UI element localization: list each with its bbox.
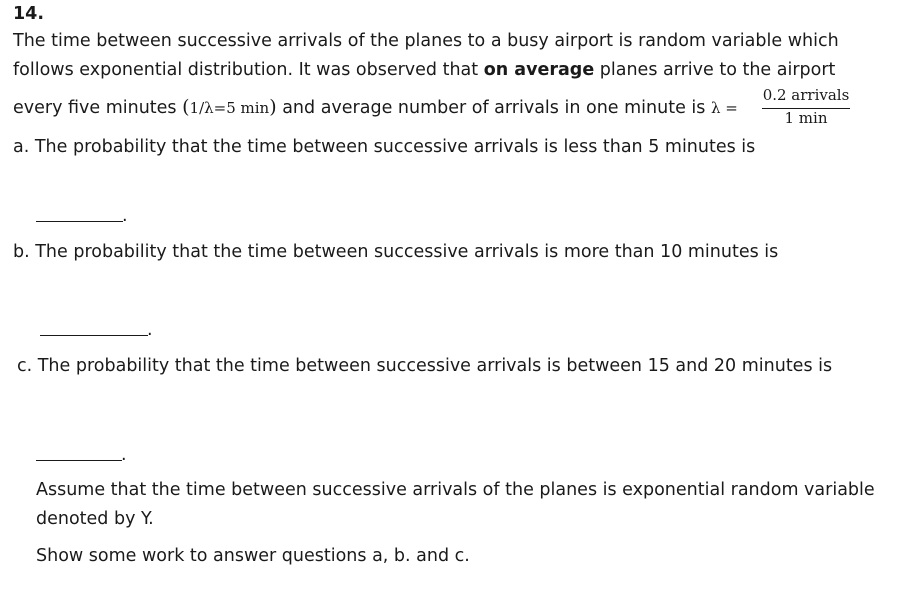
intro-line-3-mid: and average number of arrivals in one minute is <box>276 98 711 118</box>
answer-blank-b-dot: . <box>147 320 153 340</box>
intro-line-3 <box>13 98 738 118</box>
paren-open: ( <box>182 96 190 118</box>
inline-math: 1/λ=5 min <box>189 99 270 117</box>
question-a: a. The probability that the time between successive arrivals is less than 5 minutes is <box>13 137 756 157</box>
assume-line-1: Assume that the time between successive arrivals of the planes is exponential random variable <box>36 480 875 500</box>
answer-blank-a-dot: . <box>122 206 128 226</box>
intro-line-2-post: planes arrive to the airport <box>594 60 836 80</box>
question-b: b. The probability that the time between successive arrivals is more than 10 minutes is <box>13 242 779 262</box>
problem-number: 14. <box>13 4 45 24</box>
fraction-denominator: 1 min <box>784 109 828 127</box>
answer-blank-a[interactable] <box>36 221 123 222</box>
answer-blank-c[interactable] <box>36 460 122 461</box>
lambda-equals: λ = <box>710 99 738 117</box>
intro-line-2-bold: on average <box>483 60 595 80</box>
intro-line-2 <box>13 62 835 80</box>
intro-line-2-pre: follows exponential distribution. It was observed that <box>13 60 484 80</box>
question-c: c. The probability that the time between successive arrivals is between 15 and 20 minutes is <box>17 356 833 376</box>
intro-line-3-pre: every five minutes <box>13 98 183 118</box>
paren-close: ) <box>269 96 277 118</box>
intro-line-1: The time between successive arrivals of the planes to a busy airport is random variable which <box>13 31 839 51</box>
fraction-numerator: 0.2 arrivals <box>762 86 850 104</box>
show-work-instruction: Show some work to answer questions a, b. and c. <box>36 546 470 566</box>
answer-blank-c-dot: . <box>121 445 127 465</box>
answer-blank-b[interactable] <box>40 335 148 336</box>
assume-line-2: denoted by Y. <box>36 509 154 529</box>
